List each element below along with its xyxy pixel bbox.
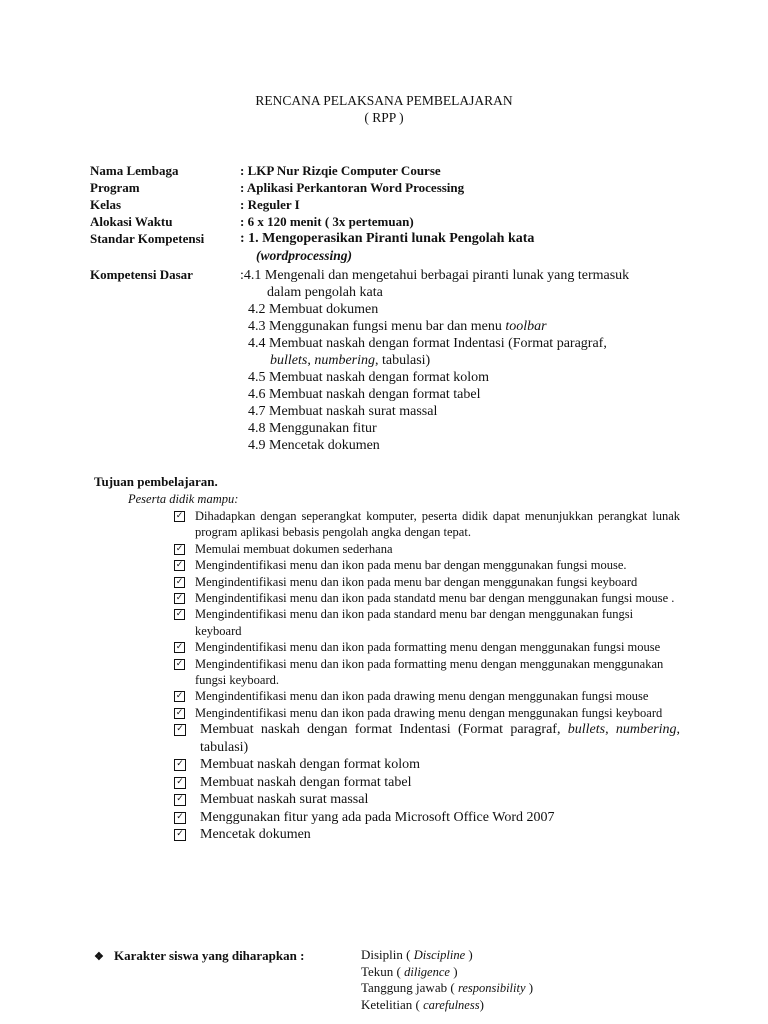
identity-value: : Aplikasi Perkantoran Word Processing <box>240 180 465 195</box>
identity-row <box>90 214 690 231</box>
checkbox-checked-icon: ✓ <box>174 829 186 841</box>
identity-value: : 6 x 120 menit ( 3x pertemuan) <box>240 214 414 229</box>
document-subtitle: ( RPP ) <box>364 110 404 125</box>
goal-item: ✓ Memulai membuat dokumen sederhana <box>175 541 393 556</box>
goal-item: ✓ Mengindentifikasi menu dan ikon pada menu bar dengan menggunakan fungsi mouse. <box>175 558 627 573</box>
checkbox-checked-icon: ✓ <box>175 576 184 587</box>
identity-row <box>90 197 690 214</box>
kd-item: :4.1 Mengenali dan mengetahui berbagai piranti lunak yang termasuk <box>240 268 630 283</box>
document-title: RENCANA PELAKSANA PEMBELAJARAN <box>255 93 513 108</box>
identity-value: : LKP Nur Rizqie Computer Course <box>240 163 441 178</box>
tujuan-title: Tujuan pembelajaran. <box>94 474 218 489</box>
kd-item: bullets, numbering, tabulasi) <box>270 353 431 368</box>
standar-kompetensi-cont: (wordprocessing) <box>256 248 353 263</box>
tujuan-intro: Peserta didik mampu: <box>128 492 239 506</box>
goal-item: ✓ Membuat naskah dengan format Indentasi (Format paragraf, bullets, numbering, tabulasi) <box>172 721 680 756</box>
karakter-label: Karakter siswa yang diharapkan : <box>114 948 305 963</box>
goal-item: ✓ Membuat naskah dengan format kolom <box>172 756 680 774</box>
kd-item: 4.6 Membuat naskah dengan format tabel <box>248 387 481 402</box>
goal-item: ✓ Mengindentifikasi menu dan ikon pada standatd menu bar dengan menggunakan fungsi mouse . <box>175 591 675 606</box>
checkbox-checked-icon: ✓ <box>174 794 186 806</box>
trait-item: Disiplin ( Discipline ) <box>361 947 473 962</box>
identity-row <box>90 231 690 248</box>
trait-item: Ketelitian ( carefulness) <box>361 996 484 1012</box>
goal-item: ✓ Membuat naskah surat massal <box>172 791 680 809</box>
identity-row <box>90 248 690 265</box>
kd-item: 4.3 Menggunakan fungsi menu bar dan menu toolbar <box>248 319 547 334</box>
goal-item: ✓ Mengindentifikasi menu dan ikon pada formatting menu dengan menggunakan menggunakan fungsi keyboard. <box>175 656 664 688</box>
identity-label: Program <box>90 180 140 195</box>
goal-item: ✓ Mengindentifikasi menu dan ikon pada drawing menu dengan menggunakan fungsi keyboard <box>175 705 663 720</box>
identity-value: : Reguler I <box>240 197 300 212</box>
identity-label: Standar Kompetensi <box>90 231 205 246</box>
kd-item: 4.7 Membuat naskah surat massal <box>248 404 438 419</box>
diamond-bullet-icon: ❖ <box>94 951 104 963</box>
goal-item: ✓ Menggunakan fitur yang ada pada Microsoft Office Word 2007 <box>172 809 680 827</box>
checkbox-checked-icon: ✓ <box>174 759 186 771</box>
identity-value: : 1. Mengoperasikan Piranti lunak Pengolah kata <box>240 231 535 246</box>
goal-item: ✓ Mencetak dokumen <box>172 826 680 844</box>
goal-item: ✓ Mengindentifikasi menu dan ikon pada standard menu bar dengan menggunakan fungsi keyboard <box>175 607 634 638</box>
checkbox-checked-icon: ✓ <box>175 658 184 669</box>
kd-item: 4.5 Membuat naskah dengan format kolom <box>248 370 490 385</box>
goal-list <box>172 508 680 844</box>
kd-italic: toolbar <box>505 319 547 334</box>
checkbox-checked-icon: ✓ <box>175 593 184 604</box>
checkbox-checked-icon: ✓ <box>174 724 186 736</box>
identity-label: Alokasi Waktu <box>90 214 173 229</box>
identity-row <box>90 180 690 197</box>
identity-label: Kelas <box>90 197 122 212</box>
kd-item: dalam pengolah kata <box>267 285 383 300</box>
goal-item: ✓ Dihadapkan dengan seperangkat komputer, peserta didik dapat menunjukkan perangkat lunak program aplikasi bebasis pengolah angka dengan tepat. <box>175 509 680 540</box>
checkbox-checked-icon: ✓ <box>175 543 184 554</box>
kd-item: 4.2 Membuat dokumen <box>248 302 379 317</box>
identity-label: Nama Lembaga <box>90 163 179 178</box>
checkbox-checked-icon: ✓ <box>175 642 184 653</box>
kd-item: 4.8 Menggunakan fitur <box>248 421 377 436</box>
kd-item: 4.9 Mencetak dokumen <box>248 438 380 453</box>
checkbox-checked-icon: ✓ <box>175 560 184 571</box>
checkbox-checked-icon: ✓ <box>175 691 184 702</box>
karakter-heading <box>94 948 304 964</box>
goal-item: ✓ Mengindentifikasi menu dan ikon pada formatting menu dengan menggunakan fungsi mouse <box>175 640 661 655</box>
goal-item: ✓ Mengindentifikasi menu dan ikon pada menu bar dengan menggunakan fungsi keyboard <box>175 574 638 589</box>
karakter-list <box>361 947 533 1013</box>
checkbox-checked-icon: ✓ <box>175 511 184 521</box>
checkbox-checked-icon: ✓ <box>175 707 184 718</box>
kd-item: 4.4 Membuat naskah dengan format Indentasi (Format paragraf, <box>248 336 607 351</box>
trait-item: Tekun ( diligence ) <box>361 963 458 979</box>
kompetensi-dasar-list <box>240 267 680 454</box>
checkbox-checked-icon: ✓ <box>174 812 186 824</box>
trait-item: Tanggung jawab ( responsibility ) <box>361 980 534 995</box>
kompetensi-dasar-label: Kompetensi Dasar <box>90 267 193 282</box>
identity-table <box>90 163 690 265</box>
checkbox-checked-icon: ✓ <box>175 609 184 620</box>
goal-item: ✓ Mengindentifikasi menu dan ikon pada drawing menu dengan menggunakan fungsi mouse <box>175 689 649 704</box>
goal-item: ✓ Membuat naskah dengan format tabel <box>172 774 680 792</box>
identity-row <box>90 163 690 180</box>
checkbox-checked-icon: ✓ <box>174 777 186 789</box>
